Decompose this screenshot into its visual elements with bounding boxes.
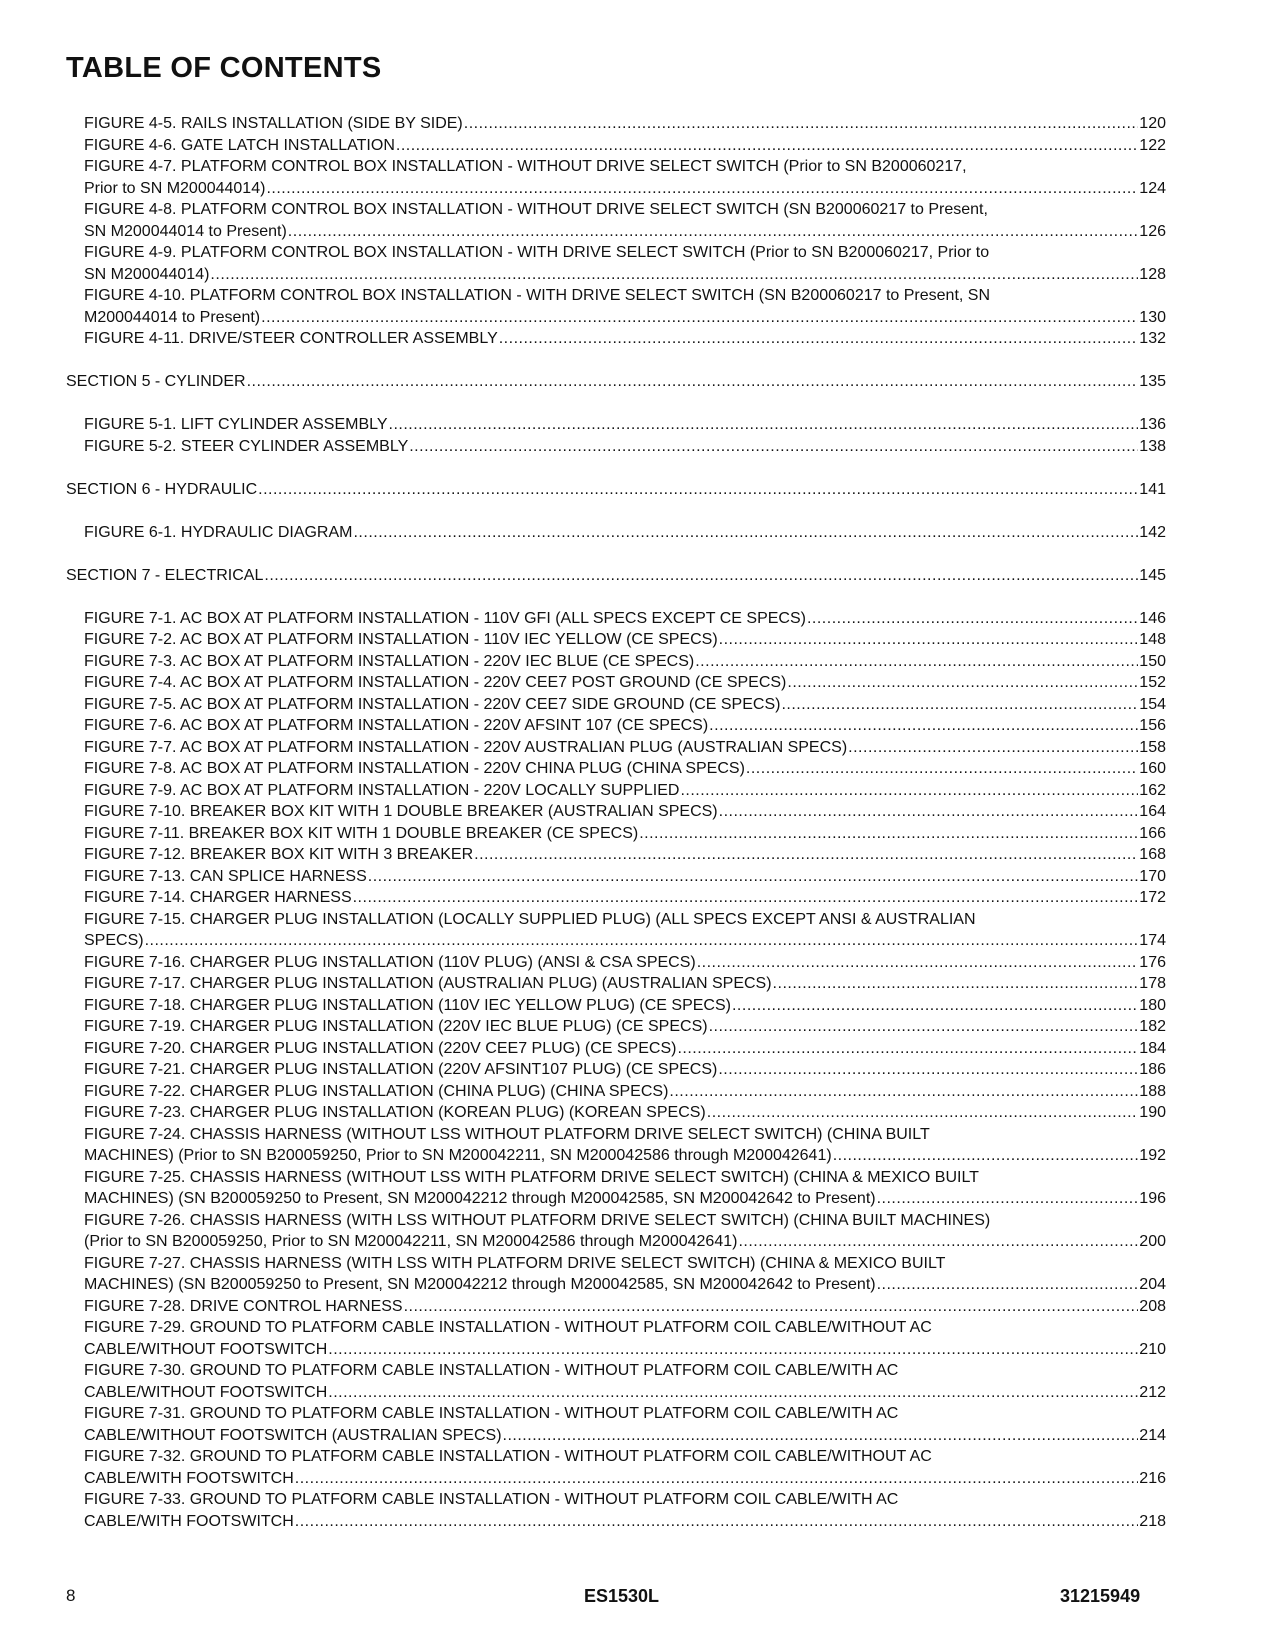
toc-dot-leader	[261, 307, 1138, 329]
toc-dot-leader	[295, 1511, 1139, 1533]
toc-entry-row	[84, 1038, 1166, 1060]
toc-entry-row	[84, 801, 1166, 823]
toc-page-number: 132	[1139, 330, 1166, 347]
toc-entry-title: MACHINES) (Prior to SN B200059250, Prior to SN M200042211, SN M200042586 through M200042641)	[84, 1147, 832, 1164]
toc-dot-leader	[677, 1038, 1138, 1060]
toc-entry-title: Prior to SN M200044014)	[84, 179, 266, 197]
toc-dot-leader	[474, 844, 1138, 866]
toc-spacer	[66, 457, 1166, 479]
toc-entry-title: SN M200044014 to Present)	[84, 222, 287, 240]
toc-dot-leader	[328, 1382, 1138, 1404]
toc-section-entry[interactable]	[66, 371, 1166, 393]
toc-entry-row	[84, 973, 1166, 995]
toc-entry-title: (Prior to SN B200059250, Prior to SN M200042211, SN M200042586 through M200042641)	[84, 1233, 738, 1250]
toc-entry-title: FIGURE 7-5. AC BOX AT PLATFORM INSTALLATION - 220V CEE7 SIDE GROUND (CE SPECS)	[84, 695, 781, 713]
toc-spacer	[66, 500, 1166, 522]
toc-page-number: 184	[1139, 1039, 1166, 1057]
toc-entry-title: FIGURE 7-21. CHARGER PLUG INSTALLATION (220V AFSINT107 PLUG) (CE SPECS)	[84, 1061, 718, 1078]
toc-entry-row	[84, 1274, 1166, 1296]
toc-page-number: 210	[1139, 1340, 1166, 1358]
toc-dot-leader	[353, 522, 1138, 544]
toc-entry-title: FIGURE 7-14. CHARGER HARNESS	[84, 889, 352, 906]
toc-page-number: 200	[1139, 1233, 1166, 1250]
toc-page-number: 178	[1139, 975, 1166, 992]
toc-page-number: 180	[1139, 996, 1166, 1014]
toc-figure-entry[interactable]	[66, 995, 1166, 1017]
toc-page-number: 214	[1139, 1426, 1166, 1444]
toc-dot-leader	[368, 866, 1139, 888]
toc-figure-entry[interactable]	[66, 887, 1166, 909]
toc-entry-row	[84, 995, 1166, 1017]
toc-section-entry[interactable]	[66, 479, 1166, 501]
toc-entry-title: SECTION 6 - HYDRAULIC	[66, 480, 258, 498]
toc-page-number: 120	[1139, 115, 1166, 132]
toc-entry-row	[66, 371, 1166, 393]
toc-dot-leader	[719, 629, 1139, 651]
toc-figure-entry[interactable]	[66, 414, 1166, 436]
toc-entry-row	[84, 823, 1166, 845]
toc-dot-leader	[709, 715, 1138, 737]
toc-entry-line: FIGURE 7-25. CHASSIS HARNESS (WITHOUT LSS WITH PLATFORM DRIVE SELECT SWITCH) (CHINA & MEXICO BUILT	[84, 1168, 979, 1186]
toc-entry-title: SPECS)	[84, 932, 144, 949]
toc-page-number: 168	[1139, 846, 1166, 863]
toc-dot-leader	[499, 328, 1139, 350]
toc-page-number: 212	[1139, 1383, 1166, 1401]
toc-entry-row	[66, 565, 1166, 587]
toc-entry-line: FIGURE 7-33. GROUND TO PLATFORM CABLE INSTALLATION - WITHOUT PLATFORM COIL CABLE/WITH AC	[84, 1491, 899, 1508]
footer-doc-number: 31215949	[1060, 1586, 1141, 1606]
toc-figure-entry[interactable]	[66, 522, 1166, 544]
toc-dot-leader	[787, 672, 1138, 694]
toc-entry-title: FIGURE 7-7. AC BOX AT PLATFORM INSTALLATION - 220V AUSTRALIAN PLUG (AUSTRALIAN SPECS)	[84, 738, 848, 756]
toc-dot-leader	[697, 952, 1139, 974]
toc-entry-title: FIGURE 7-22. CHARGER PLUG INSTALLATION (CHINA PLUG) (CHINA SPECS)	[84, 1082, 669, 1100]
toc-figure-entry[interactable]	[66, 823, 1166, 845]
toc-figure-entry[interactable]	[66, 952, 1166, 974]
toc-entry-title: FIGURE 4-11. DRIVE/STEER CONTROLLER ASSEMBLY	[84, 330, 498, 347]
toc-dot-leader	[288, 221, 1139, 243]
toc-dot-leader	[695, 651, 1138, 673]
toc-entry-row	[84, 135, 1166, 157]
toc-figure-entry[interactable]	[66, 715, 1166, 737]
toc-entry-line: FIGURE 7-27. CHASSIS HARNESS (WITH LSS WITH PLATFORM DRIVE SELECT SWITCH) (CHINA & MEXICO BUILT	[84, 1254, 946, 1272]
toc-entry-title: FIGURE 7-1. AC BOX AT PLATFORM INSTALLATION - 110V GFI (ALL SPECS EXCEPT CE SPECS)	[84, 609, 806, 627]
toc-entry-row	[84, 1102, 1166, 1124]
toc-figure-entry[interactable]	[66, 1296, 1166, 1318]
toc-figure-entry[interactable]	[66, 113, 1166, 135]
toc-entry-row	[66, 479, 1166, 501]
toc-spacer	[66, 543, 1166, 565]
toc-entry-title: M200044014 to Present)	[84, 308, 261, 326]
toc-page-number: 166	[1139, 824, 1166, 842]
toc-page-number: 148	[1139, 631, 1166, 648]
toc-page-number: 186	[1139, 1061, 1166, 1078]
toc-entry-row	[84, 715, 1166, 737]
toc-page-number: 142	[1139, 523, 1166, 541]
toc-figure-entry[interactable]	[66, 629, 1166, 651]
toc-entry-title: FIGURE 7-9. AC BOX AT PLATFORM INSTALLATION - 220V LOCALLY SUPPLIED	[84, 781, 680, 799]
toc-entry-row	[84, 264, 1166, 286]
toc-dot-leader	[639, 823, 1138, 845]
toc-entry-row	[84, 1425, 1166, 1447]
toc-page-number: 182	[1139, 1018, 1166, 1035]
toc-page-number: 176	[1139, 953, 1166, 971]
toc-dot-leader	[353, 887, 1139, 909]
toc-page-number: 124	[1139, 179, 1166, 197]
toc-figure-entry[interactable]	[66, 973, 1166, 995]
toc-entry-row	[84, 328, 1166, 350]
toc-page-number: 135	[1139, 373, 1166, 390]
toc-figure-entry[interactable]	[66, 328, 1166, 350]
toc-entry-title: FIGURE 7-18. CHARGER PLUG INSTALLATION (110V IEC YELLOW PLUG) (CE SPECS)	[84, 996, 731, 1014]
toc-dot-leader	[464, 113, 1139, 135]
toc-figure-entry[interactable]	[66, 758, 1166, 780]
toc-entry-title: FIGURE 7-11. BREAKER BOX KIT WITH 1 DOUBLE BREAKER (CE SPECS)	[84, 824, 639, 842]
toc-dot-leader	[877, 1188, 1139, 1210]
toc-entry-line: FIGURE 7-15. CHARGER PLUG INSTALLATION (LOCALLY SUPPLIED PLUG) (ALL SPECS EXCEPT ANSI & AUSTRALIAN	[84, 910, 976, 928]
toc-spacer	[66, 393, 1166, 415]
toc-entry-row	[84, 1059, 1166, 1081]
toc-figure-entry[interactable]	[66, 1210, 1166, 1253]
toc-entry-row	[84, 887, 1166, 909]
toc-entry-title: FIGURE 7-2. AC BOX AT PLATFORM INSTALLATION - 110V IEC YELLOW (CE SPECS)	[84, 631, 718, 648]
toc-entry-title: FIGURE 7-19. CHARGER PLUG INSTALLATION (220V IEC BLUE PLUG) (CE SPECS)	[84, 1018, 708, 1035]
toc-entry-line: FIGURE 4-7. PLATFORM CONTROL BOX INSTALLATION - WITHOUT DRIVE SELECT SWITCH (Prior to SN B200060217,	[84, 158, 967, 175]
toc-entry-line: FIGURE 7-24. CHASSIS HARNESS (WITHOUT LSS WITHOUT PLATFORM DRIVE SELECT SWITCH) (CHINA BUILT	[84, 1125, 930, 1143]
toc-entry-title: FIGURE 5-1. LIFT CYLINDER ASSEMBLY	[84, 416, 388, 433]
toc-dot-leader	[669, 1081, 1138, 1103]
toc-dot-leader	[145, 930, 1139, 952]
toc-entry-row	[84, 1231, 1166, 1253]
toc-entry-row	[84, 1511, 1166, 1533]
toc-entry-title: FIGURE 7-8. AC BOX AT PLATFORM INSTALLATION - 220V CHINA PLUG (CHINA SPECS)	[84, 760, 745, 777]
toc-entry-title: FIGURE 7-4. AC BOX AT PLATFORM INSTALLATION - 220V CEE7 POST GROUND (CE SPECS)	[84, 674, 787, 691]
toc-page-number: 152	[1139, 674, 1166, 691]
toc-entry-title: FIGURE 7-16. CHARGER PLUG INSTALLATION (110V PLUG) (ANSI & CSA SPECS)	[84, 953, 696, 971]
toc-entry-row	[84, 436, 1166, 458]
toc-page-number: 156	[1139, 717, 1166, 734]
toc-dot-leader	[266, 178, 1138, 200]
toc-page-number: 122	[1139, 136, 1166, 154]
toc-entry-title: FIGURE 7-28. DRIVE CONTROL HARNESS	[84, 1297, 403, 1315]
toc-spacer	[66, 350, 1166, 372]
toc-entry-line: FIGURE 7-29. GROUND TO PLATFORM CABLE INSTALLATION - WITHOUT PLATFORM COIL CABLE/WITHOUT AC	[84, 1319, 932, 1336]
toc-entry-title: FIGURE 7-20. CHARGER PLUG INSTALLATION (220V CEE7 PLUG) (CE SPECS)	[84, 1039, 677, 1057]
toc-dot-leader	[707, 1102, 1139, 1124]
toc-figure-entry[interactable]	[66, 1446, 1166, 1489]
toc-entry-row	[84, 113, 1166, 135]
toc-entry-row	[84, 844, 1166, 866]
toc-entry-line: FIGURE 7-31. GROUND TO PLATFORM CABLE INSTALLATION - WITHOUT PLATFORM COIL CABLE/WITH AC	[84, 1405, 899, 1422]
toc-entry-title: FIGURE 7-23. CHARGER PLUG INSTALLATION (KOREAN PLUG) (KOREAN SPECS)	[84, 1104, 706, 1121]
toc-page-number: 126	[1139, 222, 1166, 240]
toc-entry-title: FIGURE 7-17. CHARGER PLUG INSTALLATION (AUSTRALIAN PLUG) (AUSTRALIAN SPECS)	[84, 975, 772, 992]
toc-figure-entry[interactable]	[66, 1081, 1166, 1103]
toc-page-number: 145	[1139, 566, 1166, 584]
toc-entry-line: FIGURE 4-10. PLATFORM CONTROL BOX INSTALLATION - WITH DRIVE SELECT SWITCH (SN B200060217 to Present, SN	[84, 287, 990, 304]
toc-dot-leader	[719, 801, 1139, 823]
toc-figure-entry[interactable]	[66, 844, 1166, 866]
toc-page-number: 158	[1139, 738, 1166, 756]
toc-dot-leader	[833, 1145, 1139, 1167]
toc-page-number: 154	[1139, 695, 1166, 713]
toc-figure-entry[interactable]	[66, 242, 1166, 285]
toc-entry-row	[84, 629, 1166, 651]
toc-entry-title: FIGURE 5-2. STEER CYLINDER ASSEMBLY	[84, 437, 409, 455]
toc-figure-entry[interactable]	[66, 436, 1166, 458]
toc-page-number: 192	[1139, 1147, 1166, 1164]
toc-figure-entry[interactable]	[66, 909, 1166, 952]
toc-figure-entry[interactable]	[66, 1167, 1166, 1210]
toc-entry-title: CABLE/WITH FOOTSWITCH	[84, 1469, 294, 1487]
toc-page-number: 146	[1139, 609, 1166, 627]
toc-entry-row	[84, 780, 1166, 802]
toc-dot-leader	[247, 371, 1139, 393]
toc-dot-leader	[258, 479, 1138, 501]
toc-entry-row	[84, 758, 1166, 780]
toc-entry-row	[84, 1145, 1166, 1167]
toc-dot-leader	[295, 1468, 1139, 1490]
toc-dot-leader	[328, 1339, 1138, 1361]
footer-page-number: 8	[66, 1586, 76, 1605]
toc-entry-row	[84, 694, 1166, 716]
toc-dot-leader	[264, 565, 1138, 587]
toc-page-number: 138	[1139, 437, 1166, 455]
toc-figure-entry[interactable]	[66, 199, 1166, 242]
toc-dot-leader	[709, 1016, 1139, 1038]
toc-entry-row	[84, 522, 1166, 544]
toc-entry-title: CABLE/WITH FOOTSWITCH	[84, 1512, 294, 1530]
toc-page-number: 172	[1139, 889, 1166, 906]
toc-entry-row	[84, 414, 1166, 436]
toc-entry-title: FIGURE 7-6. AC BOX AT PLATFORM INSTALLATION - 220V AFSINT 107 (CE SPECS)	[84, 717, 709, 734]
toc-entry-title: FIGURE 4-5. RAILS INSTALLATION (SIDE BY SIDE)	[84, 115, 463, 132]
toc-entry-title: CABLE/WITHOUT FOOTSWITCH	[84, 1383, 328, 1401]
toc-entry-line: FIGURE 7-26. CHASSIS HARNESS (WITH LSS WITHOUT PLATFORM DRIVE SELECT SWITCH) (CHINA BUILT MACHINES)	[84, 1211, 991, 1229]
toc-page-number: 196	[1139, 1190, 1166, 1207]
toc-dot-leader	[781, 694, 1138, 716]
toc-page-number: 164	[1139, 803, 1166, 820]
toc-dot-leader	[409, 436, 1138, 458]
toc-page-number: 130	[1139, 308, 1166, 326]
toc-page-number: 150	[1139, 652, 1166, 670]
toc-page-number: 216	[1139, 1469, 1166, 1487]
toc-dot-leader	[746, 758, 1138, 780]
toc-figure-entry[interactable]	[66, 1317, 1166, 1360]
toc-entry-title: SECTION 7 - ELECTRICAL	[66, 566, 264, 584]
toc-entry-title: MACHINES) (SN B200059250 to Present, SN M200042212 through M200042585, SN M200042642 to Present)	[84, 1276, 876, 1293]
toc-spacer	[66, 586, 1166, 608]
toc-page-number: 208	[1139, 1297, 1166, 1315]
toc-entry-row	[84, 221, 1166, 243]
toc-dot-leader	[396, 135, 1138, 157]
toc-entry-row	[84, 737, 1166, 759]
toc-figure-entry[interactable]	[66, 608, 1166, 630]
toc-dot-leader	[680, 780, 1138, 802]
toc-page-number: 170	[1139, 867, 1166, 885]
toc-figure-entry[interactable]	[66, 672, 1166, 694]
toc-page-number: 128	[1139, 265, 1166, 283]
toc-figure-entry[interactable]	[66, 1059, 1166, 1081]
toc-figure-entry[interactable]	[66, 737, 1166, 759]
toc-entry-row	[84, 952, 1166, 974]
toc-dot-leader	[848, 737, 1138, 759]
toc-entry-title: SECTION 5 - CYLINDER	[66, 373, 246, 390]
toc-entry-row	[84, 307, 1166, 329]
page-title: TABLE OF CONTENTS	[66, 52, 382, 84]
toc-entry-row	[84, 178, 1166, 200]
toc-figure-entry[interactable]	[66, 866, 1166, 888]
toc-entry-row	[84, 930, 1166, 952]
toc-entry-row	[84, 1188, 1166, 1210]
toc-entry-title: MACHINES) (SN B200059250 to Present, SN M200042212 through M200042585, SN M200042642 to Present)	[84, 1190, 876, 1207]
toc-figure-entry[interactable]	[66, 801, 1166, 823]
toc-dot-leader	[773, 973, 1139, 995]
toc-entry-row	[84, 1339, 1166, 1361]
toc-entry-row	[84, 1081, 1166, 1103]
toc-entry-title: FIGURE 7-10. BREAKER BOX KIT WITH 1 DOUBLE BREAKER (AUSTRALIAN SPECS)	[84, 803, 718, 820]
toc-entry-title: CABLE/WITHOUT FOOTSWITCH (AUSTRALIAN SPECS)	[84, 1426, 502, 1444]
toc-dot-leader	[718, 1059, 1138, 1081]
toc-entry-row	[84, 651, 1166, 673]
toc-figure-entry[interactable]	[66, 1253, 1166, 1296]
toc-figure-entry[interactable]	[66, 694, 1166, 716]
toc-page-number: 160	[1139, 760, 1166, 777]
toc-figure-entry[interactable]	[66, 1360, 1166, 1403]
toc-entry-row	[84, 1382, 1166, 1404]
toc-dot-leader	[732, 995, 1138, 1017]
toc-page-number: 218	[1139, 1512, 1166, 1530]
toc-figure-entry[interactable]	[66, 285, 1166, 328]
toc-dot-leader	[807, 608, 1138, 630]
toc-entry-title: FIGURE 7-12. BREAKER BOX KIT WITH 3 BREAKER	[84, 846, 474, 863]
toc-entry-line: FIGURE 7-30. GROUND TO PLATFORM CABLE INSTALLATION - WITHOUT PLATFORM COIL CABLE/WITH AC	[84, 1362, 899, 1379]
toc-section-entry[interactable]	[66, 565, 1166, 587]
toc-dot-leader	[738, 1231, 1138, 1253]
toc-figure-entry[interactable]	[66, 780, 1166, 802]
toc-page-number: 204	[1139, 1276, 1166, 1293]
toc-entry-row	[84, 1016, 1166, 1038]
toc-dot-leader	[210, 264, 1138, 286]
toc-entry-row	[84, 1296, 1166, 1318]
toc-figure-entry[interactable]	[66, 1489, 1166, 1532]
toc-entry-line: FIGURE 4-8. PLATFORM CONTROL BOX INSTALLATION - WITHOUT DRIVE SELECT SWITCH (SN B200060217 to Present,	[84, 201, 988, 218]
toc-dot-leader	[389, 414, 1139, 436]
toc-figure-entry[interactable]	[66, 1038, 1166, 1060]
toc-figure-entry[interactable]	[66, 156, 1166, 199]
toc-page-number: 162	[1139, 781, 1166, 799]
footer-model: ES1530L	[584, 1586, 660, 1606]
toc-page-number: 188	[1139, 1082, 1166, 1100]
toc-dot-leader	[503, 1425, 1139, 1447]
toc-figure-entry[interactable]	[66, 1102, 1166, 1124]
toc-entry-title: SN M200044014)	[84, 265, 210, 283]
toc-entry-line: FIGURE 4-9. PLATFORM CONTROL BOX INSTALLATION - WITH DRIVE SELECT SWITCH (Prior to SN B200060217, Prior to	[84, 244, 990, 261]
toc-entry-row	[84, 608, 1166, 630]
toc-dot-leader	[877, 1274, 1139, 1296]
toc-figure-entry[interactable]	[66, 135, 1166, 157]
toc-figure-entry[interactable]	[66, 1403, 1166, 1446]
toc-entry-title: CABLE/WITHOUT FOOTSWITCH	[84, 1340, 328, 1358]
toc-entry-title: FIGURE 7-3. AC BOX AT PLATFORM INSTALLATION - 220V IEC BLUE (CE SPECS)	[84, 652, 695, 670]
toc-dot-leader	[404, 1296, 1139, 1318]
toc-page-number: 190	[1139, 1104, 1166, 1121]
toc-figure-entry[interactable]	[66, 1016, 1166, 1038]
toc-entry-row	[84, 866, 1166, 888]
toc-entry-line: FIGURE 7-32. GROUND TO PLATFORM CABLE INSTALLATION - WITHOUT PLATFORM COIL CABLE/WITHOUT AC	[84, 1448, 932, 1465]
toc-figure-entry[interactable]	[66, 1124, 1166, 1167]
toc-entry-title: FIGURE 4-6. GATE LATCH INSTALLATION	[84, 136, 395, 154]
toc-page-number: 136	[1139, 416, 1166, 433]
toc-entry-row	[84, 1468, 1166, 1490]
table-of-contents	[66, 113, 1166, 1532]
toc-entry-title: FIGURE 6-1. HYDRAULIC DIAGRAM	[84, 523, 353, 541]
toc-page-number: 174	[1139, 932, 1166, 949]
toc-figure-entry[interactable]	[66, 651, 1166, 673]
toc-entry-title: FIGURE 7-13. CAN SPLICE HARNESS	[84, 867, 367, 885]
toc-entry-row	[84, 672, 1166, 694]
toc-page-number: 141	[1139, 480, 1166, 498]
